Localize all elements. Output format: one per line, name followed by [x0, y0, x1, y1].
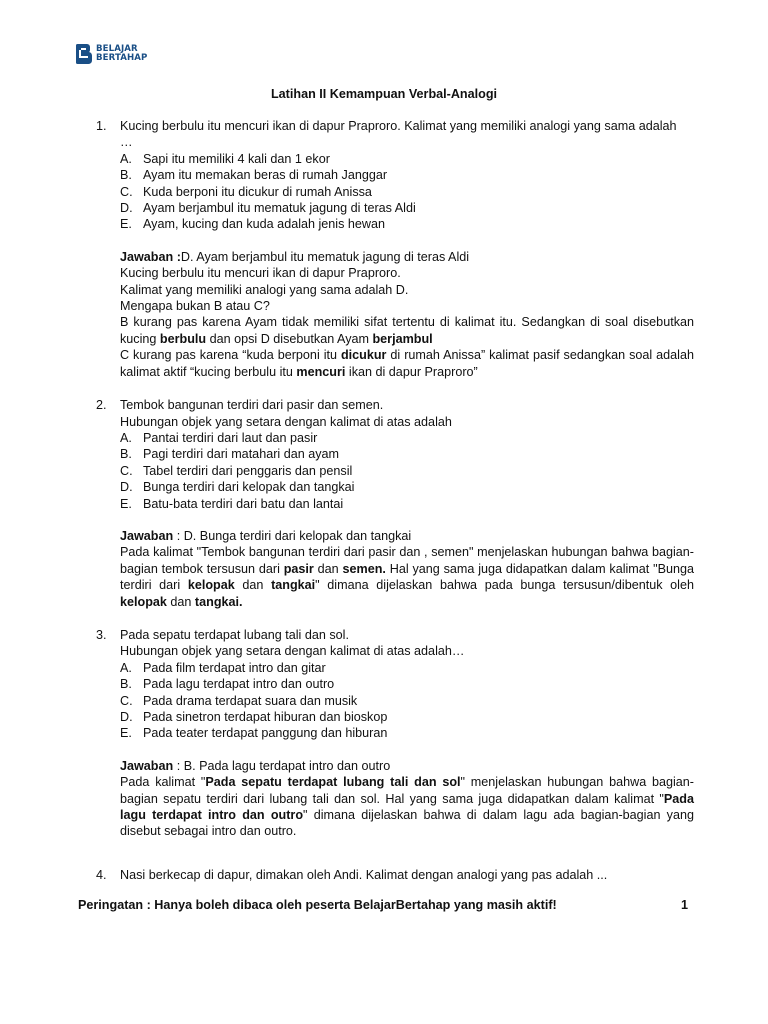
- option-letter: C.: [120, 184, 133, 199]
- option-e: [120, 216, 694, 232]
- question-2: [96, 397, 694, 610]
- option-text: Batu-bata terdiri dari batu dan lantai: [143, 496, 344, 511]
- option-c: [120, 693, 694, 709]
- text-run: dan: [166, 594, 195, 609]
- option-text: Kuda berponi itu dicukur di rumah Anissa: [143, 184, 372, 199]
- option-d: [120, 709, 694, 725]
- option-b: [120, 167, 694, 183]
- bold-run: tangkai: [271, 578, 316, 593]
- option-d: [120, 200, 694, 216]
- text-run: dan opsi D disebutkan Ayam: [206, 331, 373, 346]
- option-b: [120, 446, 694, 462]
- brand-line-2: BERTAHAP: [96, 53, 148, 63]
- option-letter: E.: [120, 726, 132, 741]
- answer-label: Jawaban :: [120, 249, 181, 264]
- option-text: Pada sinetron terdapat hiburan dan bioskop: [143, 710, 388, 724]
- option-text: Pantai terdiri dari laut dan pasir: [143, 430, 318, 445]
- brand-name: [96, 45, 147, 63]
- question-text-cont: Hubungan objek yang setara dengan kalimat di atas adalah…: [120, 644, 465, 659]
- question-text-cont: …: [120, 135, 133, 150]
- explanation-line: Kucing berbulu itu mencuri ikan di dapur Praproro.: [120, 266, 401, 281]
- text-run: Hal yang sama juga didapatkan dalam kalimat "Bunga terdiri dari: [120, 561, 694, 593]
- option-text: Ayam berjambul itu mematuk jagung di teras Aldi: [143, 201, 416, 216]
- answer-block: [120, 758, 694, 840]
- option-c: [120, 463, 694, 479]
- brand-logo: [76, 44, 147, 64]
- text-run: dan: [313, 561, 343, 576]
- question-list: [96, 118, 694, 883]
- option-letter: D.: [120, 710, 133, 724]
- text-run: C kurang pas karena “kuda berponi itu: [120, 348, 341, 363]
- page-footer: [78, 897, 688, 913]
- brand-line-1: BELAJAR: [96, 44, 138, 54]
- option-a: [120, 660, 694, 676]
- option-letter: A.: [120, 151, 132, 166]
- question-text: Kucing berbulu itu mencuri ikan di dapur Praproro. Kalimat yang memiliki analogi yang sama adalah: [120, 119, 677, 133]
- option-letter: D.: [120, 201, 133, 216]
- explanation-paragraph-c: [120, 347, 694, 380]
- bold-run: Pada sepatu terdapat lubang tali dan sol: [205, 775, 461, 790]
- answer-block: [120, 249, 694, 380]
- text-run: Pada kalimat "Tembok bangunan terdiri dari pasir dan , semen" menjelaskan hubungan bahwa bagian-bagian tembok tersusun dari: [120, 545, 694, 576]
- text-run: " dimana dijelaskan bahwa pada bunga tersusun/dibentuk oleh: [315, 578, 694, 593]
- explanation-line: Mengapa bukan B atau C?: [120, 299, 270, 314]
- footer-warning: Peringatan : Hanya boleh dibaca oleh peserta BelajarBertahap yang masih aktif!: [78, 898, 557, 912]
- option-e: [120, 725, 694, 741]
- option-text: Sapi itu memiliki 4 kali dan 1 ekor: [143, 151, 330, 166]
- option-d: [120, 479, 694, 495]
- option-text: Bunga terdiri dari kelopak dan tangkai: [143, 480, 355, 495]
- text-run: di rumah Anissa” kalimat pasif sedangkan soal adalah kalimat aktif “kucing berbulu itu: [120, 348, 694, 379]
- option-e: [120, 496, 694, 512]
- question-4: [96, 867, 694, 883]
- spacer: [96, 857, 694, 867]
- bold-run: tangkai.: [194, 594, 243, 609]
- bold-run: kelopak: [120, 594, 167, 609]
- explanation-paragraph: [120, 544, 694, 610]
- brand-logo-icon: [76, 44, 92, 64]
- option-a: [120, 151, 694, 167]
- question-number: 4.: [96, 867, 107, 882]
- bold-run: Pada lagu terdapat intro dan outro: [120, 791, 694, 823]
- question-1: [96, 118, 694, 380]
- option-letter: E.: [120, 217, 132, 232]
- text-run: B kurang pas karena Ayam tidak memiliki sifat tertentu di kalimat itu. Sedangkan di soal disebutkan kucing: [120, 315, 694, 346]
- answer-block: [120, 528, 694, 610]
- option-letter: E.: [120, 496, 132, 511]
- text-run: " menjelaskan hubungan bahwa bagian-bagian sepatu terdiri dari lubang tali dan sol. Hal yang sama juga didapatkan dalam kalimat ": [120, 775, 694, 806]
- answer-label: Jawaban: [120, 758, 174, 773]
- option-a: [120, 430, 694, 446]
- option-text: Tabel terdiri dari penggaris dan pensil: [143, 463, 353, 478]
- option-letter: A.: [120, 430, 132, 445]
- text-run: dan: [234, 578, 272, 593]
- option-b: [120, 676, 694, 692]
- explanation-line: Kalimat yang memiliki analogi yang sama adalah D.: [120, 282, 409, 297]
- option-text: Pada film terdapat intro dan gitar: [143, 660, 326, 675]
- question-number: 2.: [96, 398, 107, 413]
- text-run: ikan di dapur Praproro”: [345, 364, 478, 379]
- option-letter: B.: [120, 168, 132, 183]
- bold-run: semen.: [342, 561, 386, 576]
- question-3: [96, 627, 694, 840]
- explanation-paragraph-b: [120, 314, 694, 347]
- page-number: 1: [680, 898, 688, 912]
- option-letter: C.: [120, 693, 133, 708]
- question-text: Tembok bangunan terdiri dari pasir dan semen.: [120, 398, 384, 413]
- answer-text: : D. Bunga terdiri dari kelopak dan tangkai: [173, 528, 412, 543]
- option-text: Ayam itu memakan beras di rumah Janggar: [143, 168, 388, 183]
- option-letter: D.: [120, 480, 133, 495]
- text-run: " dimana dijelaskan bahwa di dalam lagu ada bagian-bagian yang disebut sebagai intro dan outro.: [120, 808, 694, 839]
- option-letter: B.: [120, 447, 132, 462]
- question-number: 3.: [96, 627, 107, 642]
- answer-label: Jawaban: [120, 528, 174, 543]
- bold-run: berjambul: [372, 331, 433, 346]
- option-text: Pagi terdiri dari matahari dan ayam: [143, 447, 339, 462]
- bold-run: kelopak: [187, 578, 235, 593]
- option-letter: B.: [120, 677, 132, 692]
- option-c: [120, 184, 694, 200]
- question-text-cont: Hubungan objek yang setara dengan kalimat di atas adalah: [120, 414, 452, 429]
- page-title: Latihan II Kemampuan Verbal-Analogi: [270, 87, 498, 101]
- bold-run: dicukur: [340, 348, 387, 363]
- answer-text: : B. Pada lagu terdapat intro dan outro: [173, 758, 391, 773]
- explanation-paragraph: [120, 774, 694, 840]
- bold-run: berbulu: [159, 331, 207, 346]
- question-number: 1.: [96, 119, 107, 133]
- option-letter: C.: [120, 463, 133, 478]
- question-text: Pada sepatu terdapat lubang tali dan sol.: [120, 627, 349, 642]
- option-text: Pada teater terdapat panggung dan hiburan: [143, 726, 388, 741]
- option-text: Pada drama terdapat suara dan musik: [143, 693, 358, 708]
- bold-run: pasir: [283, 561, 314, 576]
- text-run: Pada kalimat ": [120, 775, 206, 790]
- answer-text: D. Ayam berjambul itu mematuk jagung di teras Aldi: [180, 249, 470, 264]
- bold-run: mencuri: [296, 364, 346, 379]
- option-letter: A.: [120, 660, 132, 675]
- option-text: Pada lagu terdapat intro dan outro: [143, 677, 335, 692]
- question-text: Nasi berkecap di dapur, dimakan oleh Andi. Kalimat dengan analogi yang pas adalah ...: [120, 867, 608, 882]
- option-text: Ayam, kucing dan kuda adalah jenis hewan: [143, 217, 386, 232]
